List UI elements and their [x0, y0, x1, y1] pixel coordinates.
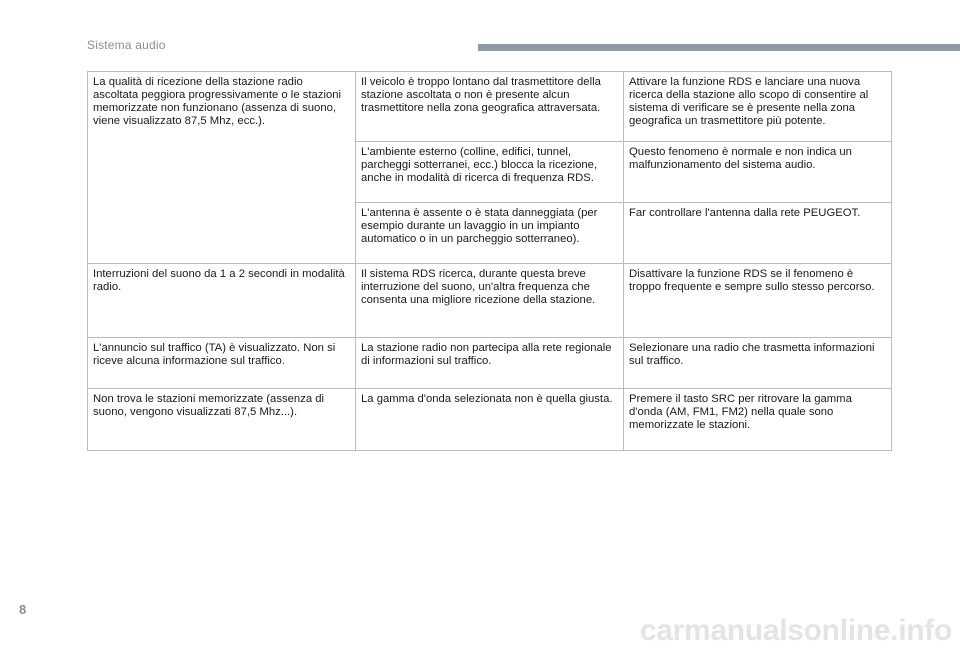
problem-cell: Non trova le stazioni memorizzate (assenza di suono, vengono visualizzati 87,5 Mhz...).	[88, 389, 356, 451]
solution-cell: Disattivare la funzione RDS se il fenomeno è troppo frequente e sempre sullo stesso percorso.	[624, 264, 892, 338]
table-row	[88, 338, 892, 389]
troubleshooting-table	[87, 71, 892, 451]
watermark: carmanualsonline.info	[639, 614, 952, 647]
solution-cell: Questo fenomeno è normale e non indica un malfunzionamento del sistema audio.	[624, 142, 892, 203]
page-number: 8	[19, 602, 27, 617]
problem-cell: L'annuncio sul traffico (TA) è visualizzato. Non si riceve alcuna informazione sul traffico.	[88, 338, 356, 389]
solution-cell: Attivare la funzione RDS e lanciare una nuova ricerca della stazione allo scopo di consentire al sistema di verificare se è presente nella zona geografica un trasmettitore più potente.	[624, 72, 892, 142]
cause-cell: L'ambiente esterno (colline, edifici, tunnel, parcheggi sotterranei, ecc.) blocca la ricezione, anche in modalità di ricerca di frequenza RDS.	[356, 142, 624, 203]
table-row	[88, 389, 892, 451]
section-title: Sistema audio	[87, 38, 166, 52]
cause-cell: La stazione radio non partecipa alla rete regionale di informazioni sul traffico.	[356, 338, 624, 389]
table-row	[88, 72, 892, 142]
problem-cell: La qualità di ricezione della stazione radio ascoltata peggiora progressivamente o le stazioni memorizzate non funzionano (assenza di suono, viene visualizzato 87,5 Mhz, ecc.).	[88, 72, 356, 264]
cause-cell: Il sistema RDS ricerca, durante questa breve interruzione del suono, un'altra frequenza che consenta una migliore ricezione della stazione.	[356, 264, 624, 338]
solution-cell: Far controllare l'antenna dalla rete PEUGEOT.	[624, 203, 892, 264]
problem-cell: Interruzioni del suono da 1 a 2 secondi in modalità radio.	[88, 264, 356, 338]
header-bar	[478, 44, 960, 51]
table-row	[88, 264, 892, 338]
solution-cell: Selezionare una radio che trasmetta informazioni sul traffico.	[624, 338, 892, 389]
cause-cell: La gamma d'onda selezionata non è quella giusta.	[356, 389, 624, 451]
cause-cell: L'antenna è assente o è stata danneggiata (per esempio durante un lavaggio in un impianto automatico o in un parcheggio sotterraneo).	[356, 203, 624, 264]
solution-cell: Premere il tasto SRC per ritrovare la gamma d'onda (AM, FM1, FM2) nella quale sono memorizzate le stazioni.	[624, 389, 892, 451]
cause-cell: Il veicolo è troppo lontano dal trasmettitore della stazione ascoltata o non è presente alcun trasmettitore nella zona geografica attraversata.	[356, 72, 624, 142]
